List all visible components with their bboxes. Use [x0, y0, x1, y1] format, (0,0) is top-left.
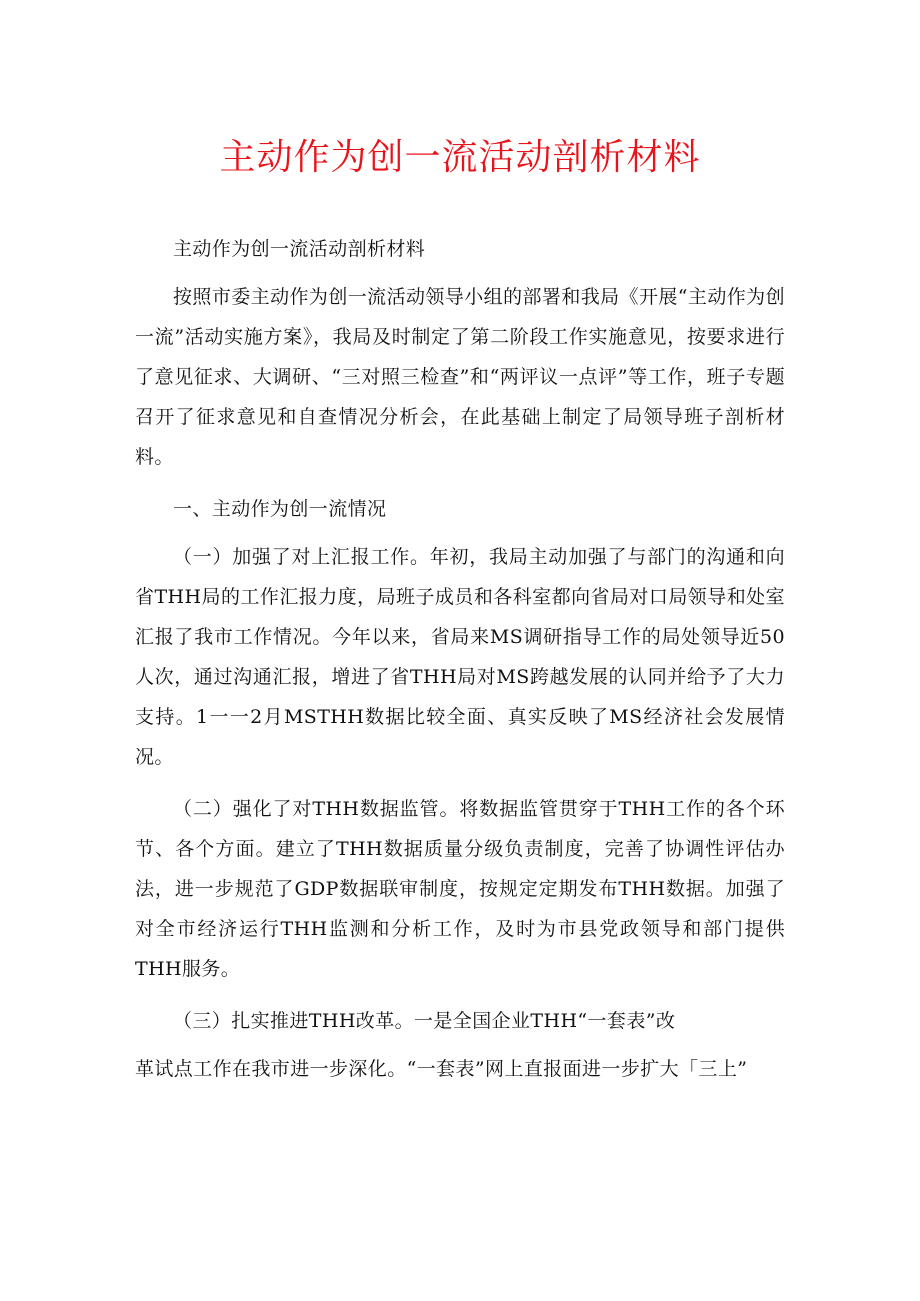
section-heading-1: 一、主动作为创一流情况 [173, 498, 387, 520]
body-paragraph-item-1: （一）加强了对上汇报工作。年初，我局主动加强了与部门的沟通和向省THH局的工作汇报力度，局班子成员和各科室都向省局对口局领导和处室汇报了我市工作情况。今年以来，省局来MS调研指导工作的局处领导近50人次，通过沟通汇报，增进了省THH局对MS跨越发展的认同并给予了大力支持。1一一2月MSTHH数据比较全面、真实反映了MS经济社会发展情况。 [135, 546, 785, 768]
body-paragraph-item-3: （三）扎实推进THH改革。一是全国企业THH“一套表”改 [173, 1010, 676, 1032]
document-title: 主动作为创一流活动剖析材料 [219, 137, 701, 178]
body-paragraph-subtitle: 主动作为创一流活动剖析材料 [173, 238, 426, 260]
body-paragraph-item-2: （二）强化了对THH数据监管。将数据监管贯穿于THH工作的各个环节、各个方面。建立了THH数据质量分级负责制度，完善了协调性评估办法，进一步规范了GDP数据联审制度，按规定定期发布THH数据。加强了对全市经济运行THH监测和分析工作，及时为市县党政领导和部门提供THH服务。 [135, 798, 785, 980]
document-body [135, 229, 785, 1101]
body-paragraph-intro: 按照市委主动作为创一流活动领导小组的部署和我局《开展“主动作为创一流”活动实施方案》，我局及时制定了第二阶段工作实施意见，按要求进行了意见征求、大调研、“三对照三检查”和“两评议一点评”等工作，班子专题召开了征求意见和自查情况分析会，在此基础上制定了局领导班子剖析材料。 [135, 286, 785, 468]
body-paragraph-item-3-continued: 革试点工作在我市进一步深化。“一套表”网上直报面进一步扩大「三上” [135, 1058, 748, 1080]
